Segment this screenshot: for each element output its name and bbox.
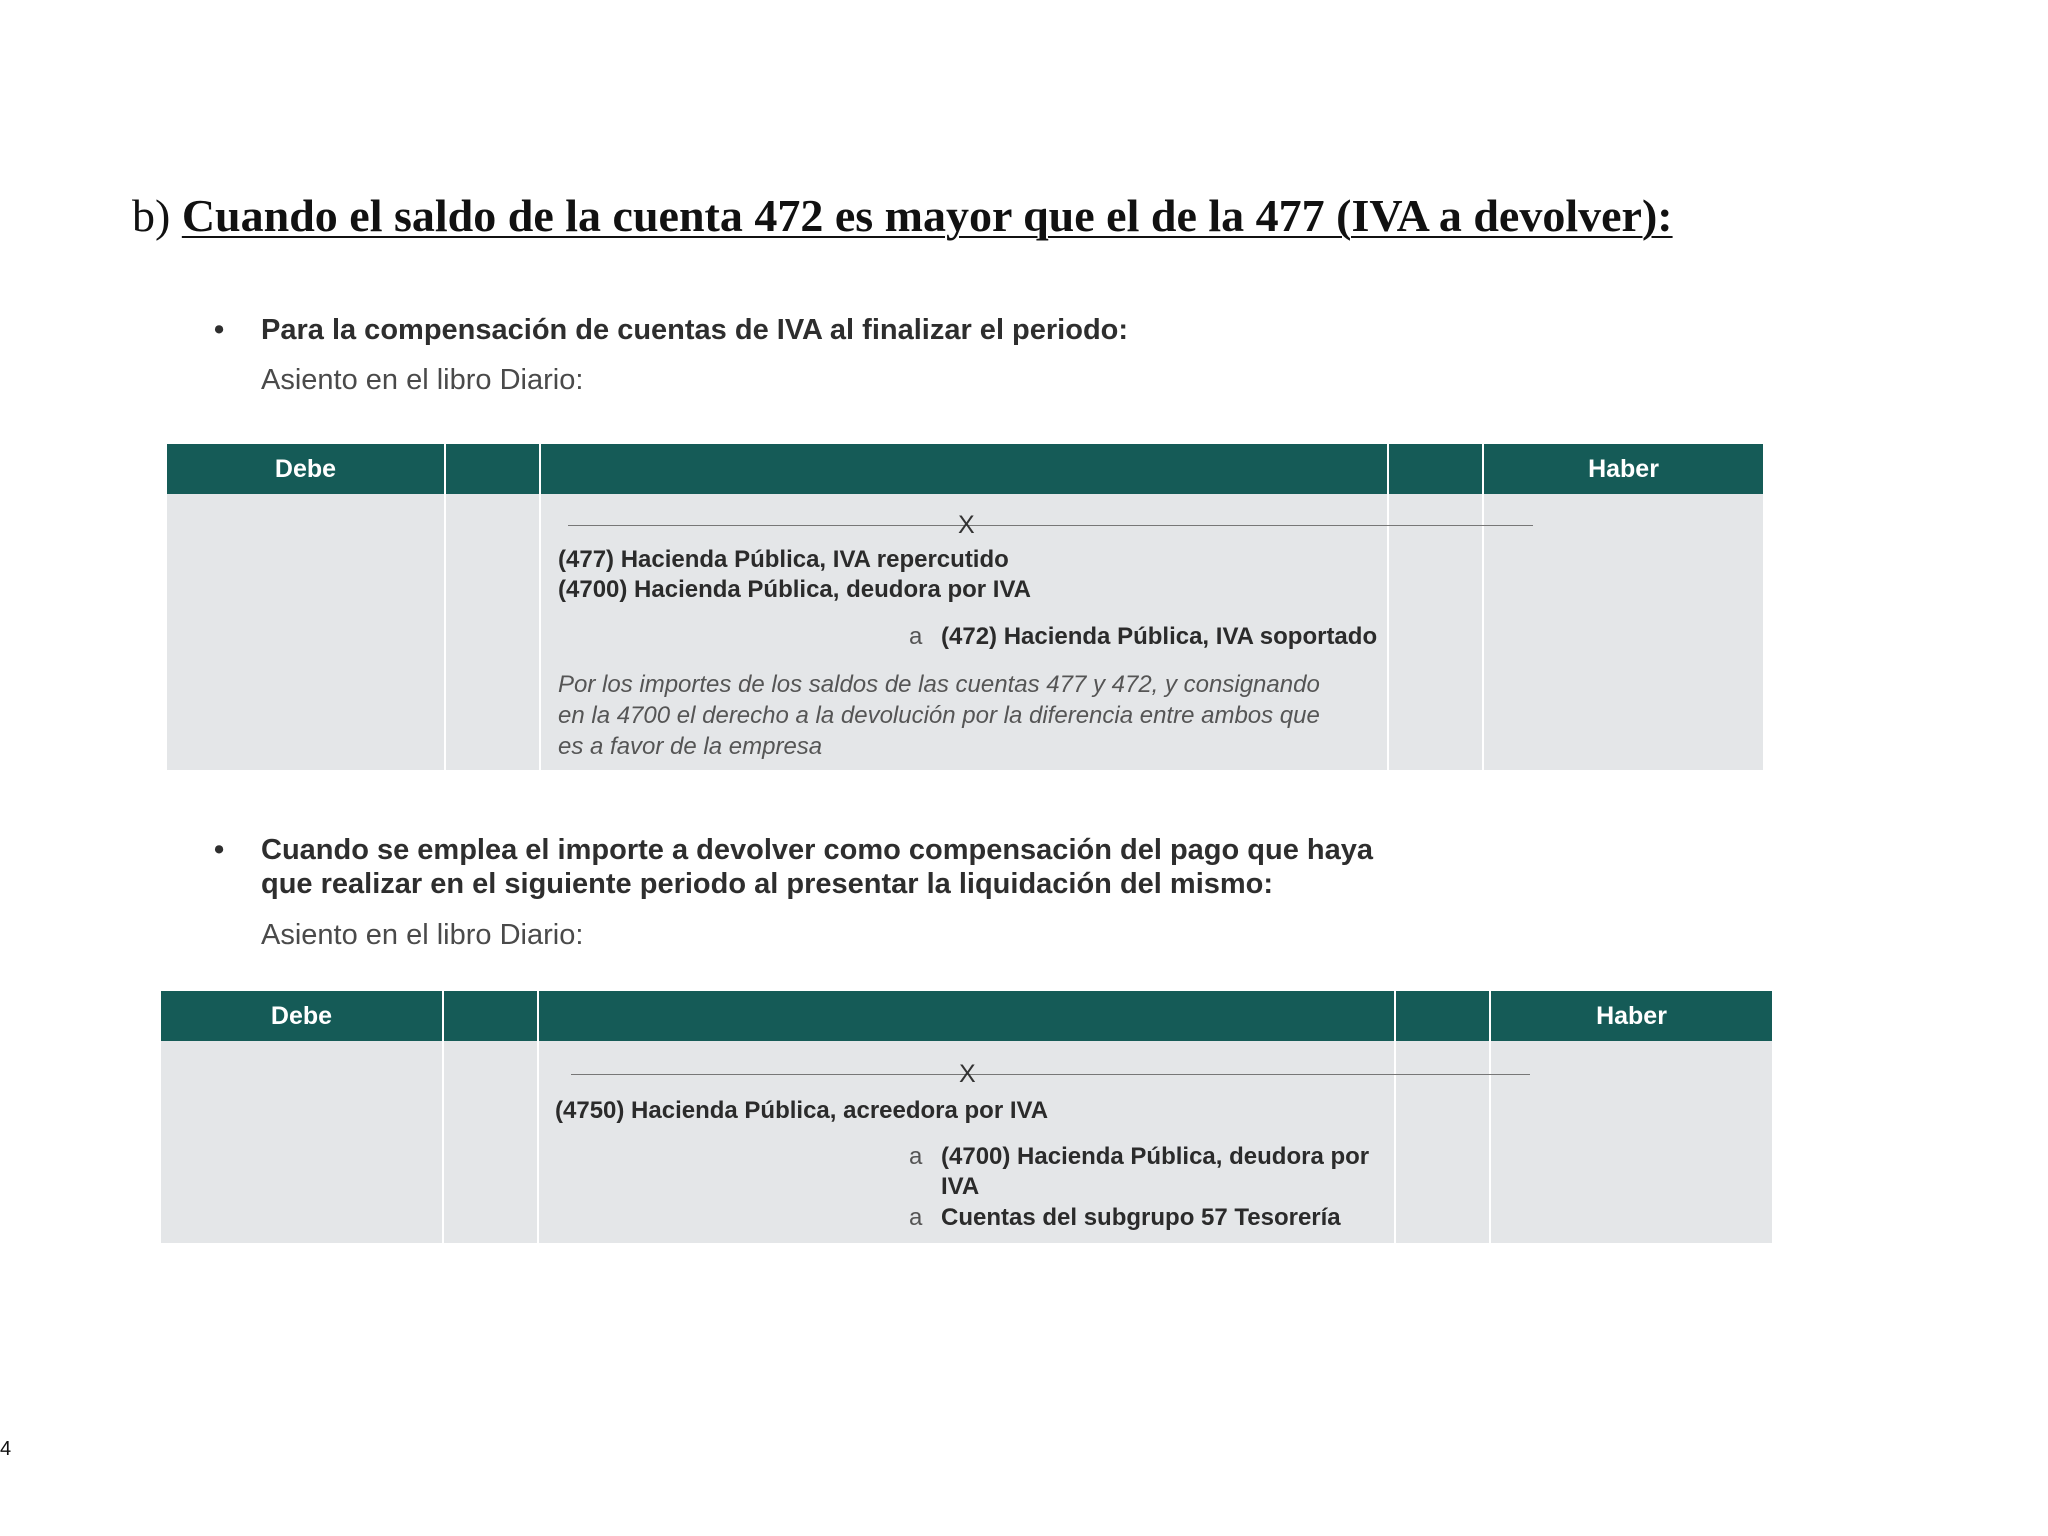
credit-account-line: Cuentas del subgrupo 57 Tesorería bbox=[941, 1204, 1341, 1231]
credit-prefix: a bbox=[909, 1143, 923, 1170]
debit-account-line: (4750) Hacienda Pública, acreedora por IVA bbox=[555, 1097, 1049, 1124]
journal-table-2 bbox=[161, 991, 1772, 1243]
separator-x: X bbox=[958, 511, 975, 539]
heading-title: Cuando el saldo de la cuenta 472 es mayor que el de la 477 (IVA a devolver): bbox=[181, 190, 1673, 241]
separator-line-right bbox=[982, 1074, 1530, 1075]
journal-table-1 bbox=[167, 444, 1763, 770]
credit-account-line: (472) Hacienda Pública, IVA soportado bbox=[941, 623, 1378, 650]
bullet-text: que realizar en el siguiente periodo al presentar la liquidación del mismo: bbox=[261, 868, 1274, 900]
separator-line-right bbox=[981, 525, 1533, 526]
debe-header: Debe bbox=[270, 1002, 333, 1030]
debit-account-line: (477) Hacienda Pública, IVA repercutido bbox=[558, 546, 1009, 573]
debe-header: Debe bbox=[274, 455, 337, 483]
entry-note-line: es a favor de la empresa bbox=[558, 733, 823, 760]
bullet-dot: • bbox=[214, 834, 225, 866]
column-divider bbox=[539, 444, 541, 770]
credit-account-line: IVA bbox=[941, 1173, 980, 1200]
column-divider bbox=[442, 991, 444, 1243]
page-number: 4 bbox=[0, 1438, 12, 1460]
haber-header: Haber bbox=[1588, 455, 1659, 483]
credit-account-line: (4700) Hacienda Pública, deudora por bbox=[941, 1143, 1370, 1170]
column-divider bbox=[444, 444, 446, 770]
entry-note-line: en la 4700 el derecho a la devolución por la diferencia entre ambos que bbox=[558, 702, 1320, 729]
bullet-text: Cuando se emplea el importe a devolver como compensación del pago que haya bbox=[261, 834, 1373, 866]
separator-x: X bbox=[959, 1060, 976, 1088]
heading-marker: b) bbox=[132, 190, 171, 241]
credit-prefix: a bbox=[909, 623, 923, 650]
journal-subtitle-2: Asiento en el libro Diario: bbox=[261, 919, 584, 951]
section-heading bbox=[132, 188, 1673, 244]
entry-note-line: Por los importes de los saldos de las cuentas 477 y 472, y consignando bbox=[558, 671, 1320, 698]
column-divider bbox=[1387, 444, 1389, 770]
column-divider bbox=[1394, 991, 1396, 1243]
column-divider bbox=[537, 991, 539, 1243]
bullet-dot: • bbox=[214, 314, 225, 346]
journal-subtitle-1: Asiento en el libro Diario: bbox=[261, 364, 584, 396]
haber-header: Haber bbox=[1596, 1002, 1667, 1030]
debit-account-line: (4700) Hacienda Pública, deudora por IVA bbox=[558, 576, 1032, 603]
bullet-text: Para la compensación de cuentas de IVA al finalizar el periodo: bbox=[261, 314, 1129, 346]
credit-prefix: a bbox=[909, 1204, 923, 1231]
